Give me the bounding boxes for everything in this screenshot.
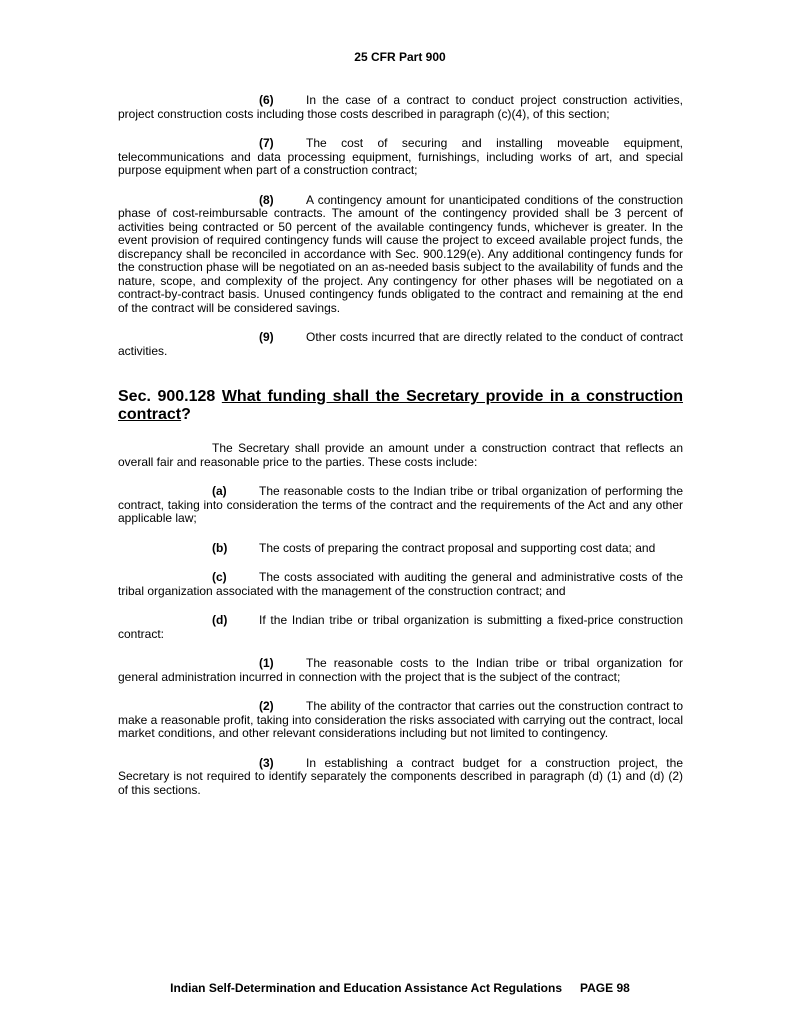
- item-text: The reasonable costs to the Indian tribe or tribal organization for general administration incurred in connection with the project that is the subject of the contract;: [118, 656, 683, 684]
- item-number: (8): [259, 192, 274, 207]
- paragraph-item-8: [118, 194, 683, 316]
- paragraph-item-b: [118, 542, 683, 556]
- item-number: (d): [212, 613, 228, 627]
- item-number: (9): [259, 330, 274, 344]
- item-text: The costs of preparing the contract proposal and supporting cost data; and: [259, 540, 656, 555]
- item-text: The cost of securing and installing moveable equipment, telecommunications and data processing equipment, furnishings, including works of art, and special purpose equipment when part of a construction contract;: [118, 136, 683, 177]
- item-number: (b): [212, 540, 228, 555]
- document-body: [118, 94, 683, 813]
- paragraph-subitem-3: [118, 757, 683, 798]
- paragraph-item-7: [118, 137, 683, 178]
- footer-title: Indian Self-Determination and Education Assistance Act Regulations: [170, 981, 563, 995]
- section-title: What funding shall the Secretary provide in a construction contract: [118, 388, 683, 423]
- paragraph-item-c: [118, 571, 683, 598]
- paragraph-item-6: [118, 94, 683, 121]
- section-heading: [118, 388, 683, 424]
- page-header: [0, 50, 800, 64]
- item-text: In establishing a contract budget for a construction project, the Secretary is not required to identify separately the components described in paragraph (d) (1) and (d) (2) of this sections.: [118, 755, 683, 797]
- paragraph-item-9: [118, 331, 683, 358]
- section-question-mark: ?: [181, 406, 191, 423]
- paragraph-subitem-2: [118, 700, 683, 741]
- item-number: (a): [212, 484, 227, 498]
- paragraph-subitem-1: [118, 657, 683, 684]
- section-intro: The Secretary shall provide an amount under a construction contract that reflects an overall fair and reasonable price to the parties. These costs include:: [118, 441, 683, 469]
- paragraph-item-d: [118, 614, 683, 641]
- item-text: The costs associated with auditing the general and administrative costs of the tribal organization associated with the management of the construction contract; and: [118, 570, 683, 598]
- item-text: A contingency amount for unanticipated conditions of the construction phase of cost-reimbursable contracts. The amount of the contingency provided shall be 3 percent of activities being contracted or 50 percent of the available contingency funds, whichever is greater. In the event provision of required contingency funds will cause the project to exceed available project funds, the discrepancy shall be reconciled in accordance with Sec. 900.129(e). Any additional contingency funds for the construction phase will be negotiated on an as-needed basis subject to the availability of funds and the nature, scope, and complexity of the project. Any contingency for other phases will be negotiated on a contract-by-contract basis. Unused contingency funds obligated to the contract and remaining at the end of the contract will be considered savings.: [118, 192, 683, 315]
- header-title: 25 CFR Part 900: [354, 50, 446, 64]
- item-number: (6): [259, 93, 274, 107]
- page-number: PAGE 98: [580, 981, 630, 995]
- item-text: If the Indian tribe or tribal organization is submitting a fixed-price construction contract:: [118, 613, 683, 641]
- item-text: Other costs incurred that are directly related to the conduct of contract activities.: [118, 330, 683, 358]
- section-number: Sec. 900.128: [118, 388, 216, 405]
- item-number: (1): [259, 656, 274, 670]
- paragraph-item-a: [118, 485, 683, 526]
- page-footer: [0, 981, 800, 995]
- item-number: (2): [259, 699, 274, 713]
- item-text: The ability of the contractor that carries out the construction contract to make a reasonable profit, taking into consideration the risks associated with carrying out the contract, local market conditions, and other relevant considerations including but not limited to contingency.: [118, 699, 683, 740]
- item-number: (7): [259, 136, 274, 150]
- item-number: (c): [212, 570, 227, 584]
- item-text: The reasonable costs to the Indian tribe or tribal organization of performing the contract, taking into consideration the terms of the contract and the requirements of the Act and any other applicable law;: [118, 484, 683, 525]
- item-text: In the case of a contract to conduct project construction activities, project construction costs including those costs described in paragraph (c)(4), of this section;: [118, 93, 683, 121]
- item-number: (3): [259, 755, 274, 770]
